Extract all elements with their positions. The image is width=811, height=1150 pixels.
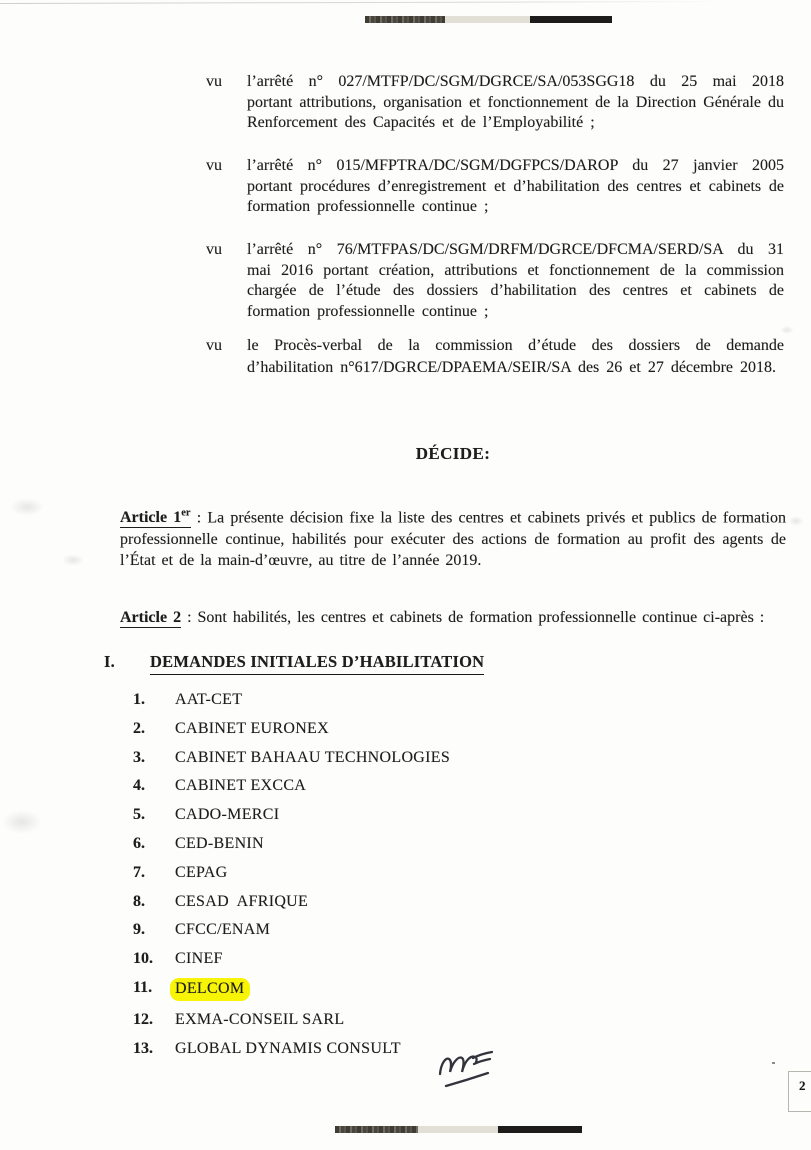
item-number: 12. <box>133 1010 153 1028</box>
section-numeral: I. <box>104 652 115 671</box>
item-label: CABINET BAHAAU TECHNOLOGIES <box>175 748 451 766</box>
vu-label: vu <box>206 337 222 354</box>
page-number: 2 <box>799 1078 806 1093</box>
item-number: 8. <box>133 892 145 910</box>
registration-segment <box>418 1126 498 1133</box>
scan-smudge <box>62 554 84 566</box>
article-1-label-text: Article 1 <box>120 509 182 527</box>
list-item <box>133 920 450 940</box>
vu-label: vu <box>206 241 222 258</box>
habilitation-list <box>133 690 450 1067</box>
list-item <box>133 805 450 825</box>
item-number: 11. <box>133 978 153 996</box>
list-item <box>133 1039 450 1059</box>
article-1-paragraph <box>120 503 786 572</box>
section-heading <box>104 652 484 675</box>
article-1-label <box>120 509 191 528</box>
vu-paragraph-text: l’arrêté n° 027/MTFP/DC/SGM/DGRCE/SA/053SGG18 du 25 mai 2018 portant attributions, organisation et fonctionnement de la Direction Générale du Renforcement des Capacités et de l’Employabilité ; <box>247 73 784 131</box>
item-label: CESAD AFRIQUE <box>175 892 309 910</box>
item-number: 3. <box>133 748 145 766</box>
item-number: 4. <box>133 777 145 795</box>
registration-segment <box>335 1126 418 1133</box>
scan-artifact-line <box>0 1 720 4</box>
item-label: CEPAG <box>175 863 228 881</box>
article-2-label <box>120 609 181 628</box>
handwritten-initials-icon <box>433 1046 499 1094</box>
registration-segment <box>530 16 612 23</box>
article-1-superscript: er <box>181 508 191 519</box>
vu-paragraph-text: l’arrêté n° 76/MTFPAS/DC/SGM/DRFM/DGRCE/DFCMA/SERD/SA du 31 mai 2016 portant création, attributions et fonctionnement de la commission chargée de l’étude des dossiers d’habilitation des centres et cabinets de formation professionnelle continue ; <box>247 241 784 320</box>
item-number: 13. <box>133 1039 153 1057</box>
registration-segment <box>365 16 445 23</box>
item-number: 1. <box>133 691 145 708</box>
item-label: EXMA-CONSEIL SARL <box>175 1010 345 1028</box>
scanner-registration-mark-top <box>365 16 612 23</box>
vu-paragraph-text: le Procès-verbal de la commission d’étude des dossiers de demande d’habilitation n°617/DGRCE/DPAEMA/SEIR/SA des 26 et 27 décembre 2018. <box>247 337 784 376</box>
registration-segment <box>445 16 530 23</box>
scan-speck <box>772 1062 775 1064</box>
item-label: CABINET EXCCA <box>175 777 307 795</box>
list-item <box>133 863 450 883</box>
scanner-registration-mark-bottom <box>335 1126 582 1133</box>
article-2-label-text: Article 2 <box>120 609 182 626</box>
vu-label: vu <box>206 157 222 174</box>
item-number: 2. <box>133 719 145 737</box>
list-item <box>133 776 450 796</box>
list-item <box>133 834 450 854</box>
item-label: AAT-CET <box>175 691 243 708</box>
item-label: CED-BENIN <box>175 834 264 852</box>
scan-smudge <box>2 810 42 834</box>
item-label: GLOBAL DYNAMIS CONSULT <box>175 1039 401 1057</box>
article-2-body: : Sont habilités, les centres et cabinets de formation professionnelle continue ci-après : <box>181 609 765 626</box>
item-label: CADO-MERCI <box>175 806 280 824</box>
registration-segment <box>498 1126 582 1133</box>
scan-smudge <box>780 326 794 334</box>
vu-paragraph <box>206 72 784 134</box>
vu-paragraph <box>206 335 784 379</box>
delcom-highlight: DELCOM <box>170 978 250 1001</box>
list-item <box>133 719 450 739</box>
item-label: CINEF <box>175 950 223 968</box>
scan-smudge <box>788 516 804 526</box>
page-number-box <box>788 1071 811 1112</box>
item-number: 7. <box>133 863 145 881</box>
list-item <box>133 1010 450 1030</box>
item-number: 9. <box>133 921 145 939</box>
vu-paragraph <box>206 240 784 322</box>
vu-paragraph-text: l’arrêté n° 015/MFPTRA/DC/SGM/DGFPCS/DAROP du 27 janvier 2005 portant procédures d’enregistrement et d’habilitation des centres et cabinets de formation professionnelle continue ; <box>247 157 784 215</box>
item-number: 10. <box>133 950 153 968</box>
list-item <box>133 949 450 969</box>
list-item <box>133 978 450 1001</box>
list-item <box>133 892 450 912</box>
list-item <box>133 748 450 768</box>
article-1-body: : La présente décision fixe la liste des centres et cabinets privés et publics de formation professionnelle continue, habilités pour exécuter des actions de formation au profit des agents de l’État et de la main-d’œuvre, au titre de l’année 2019. <box>120 509 786 570</box>
vu-label: vu <box>206 73 222 90</box>
item-label: CABINET EURONEX <box>175 719 329 737</box>
scan-smudge <box>10 498 44 516</box>
item-number: 5. <box>133 806 145 824</box>
decide-heading: DÉCIDE: <box>415 444 491 463</box>
item-label: CFCC/ENAM <box>175 921 271 939</box>
article-2-paragraph <box>120 607 786 628</box>
section-title: DEMANDES INITIALES D’HABILITATION <box>150 652 484 675</box>
item-number: 6. <box>133 834 145 852</box>
list-item <box>133 690 450 710</box>
vu-paragraph <box>206 156 784 218</box>
